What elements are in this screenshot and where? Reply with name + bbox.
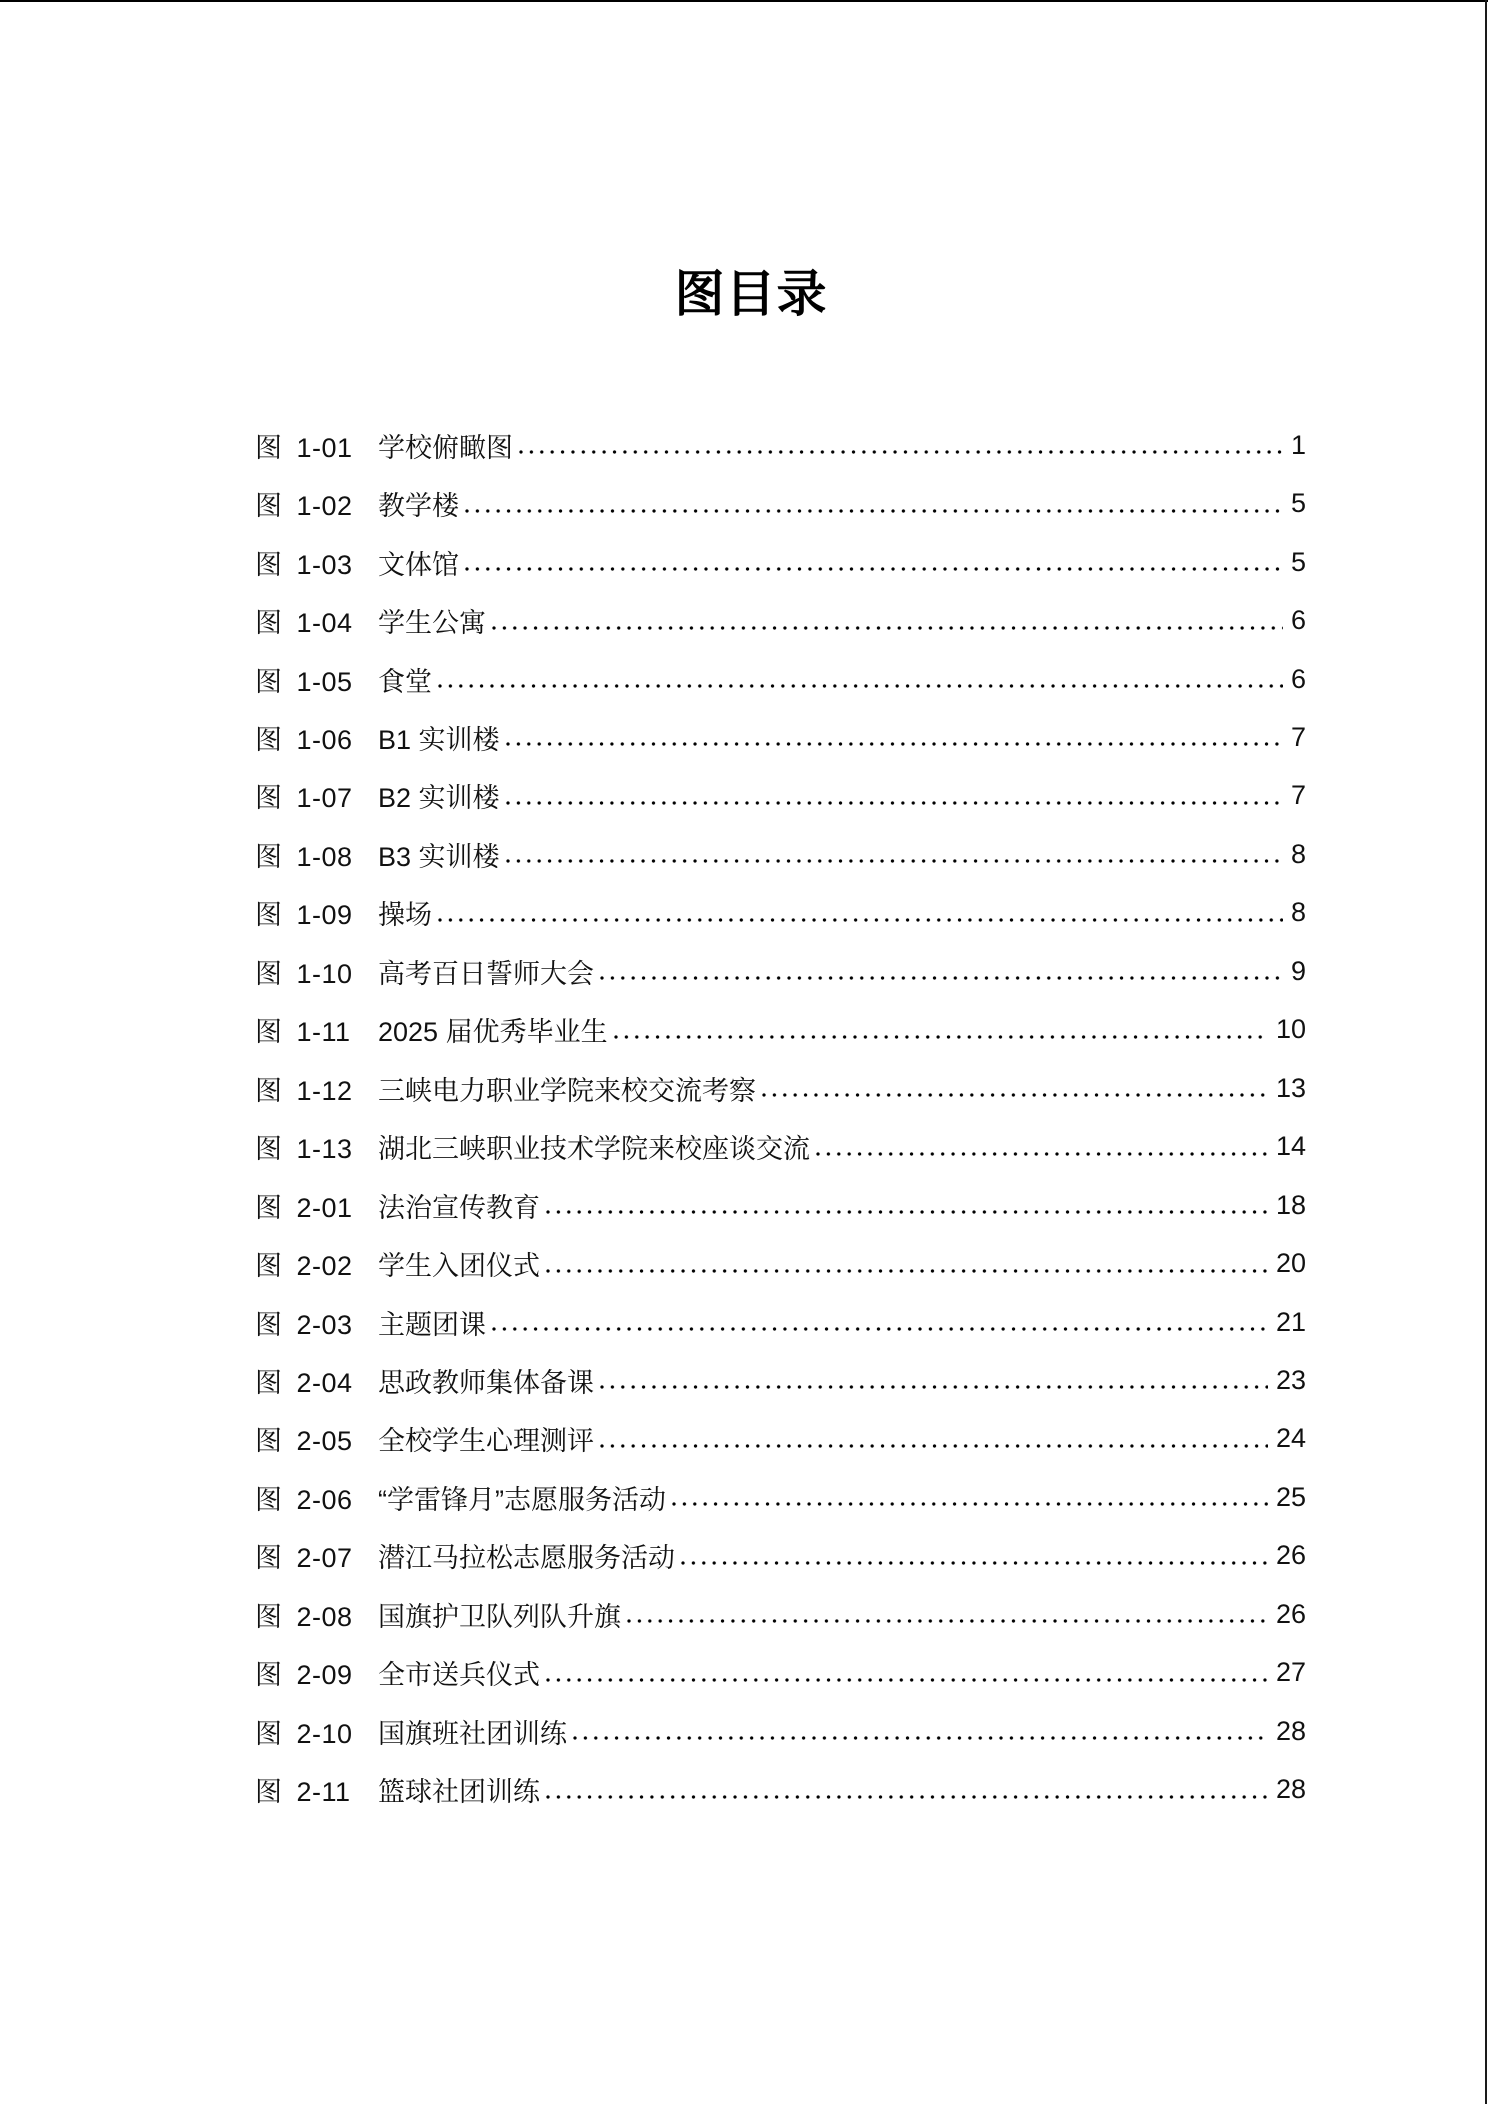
page-number: 14 bbox=[1275, 1131, 1306, 1162]
figure-number: 图 2-07 bbox=[255, 1543, 353, 1574]
figure-entry bbox=[255, 1293, 1306, 1351]
figure-entry bbox=[255, 1760, 1306, 1818]
page-number: 7 bbox=[1290, 780, 1306, 811]
figure-entry bbox=[255, 1117, 1306, 1175]
figure-entry bbox=[255, 1468, 1306, 1526]
page-number: 26 bbox=[1275, 1540, 1306, 1571]
figure-number: 图 1-11 bbox=[255, 1017, 351, 1048]
figure-entry bbox=[255, 884, 1306, 942]
figure-caption: 学生公寓 bbox=[378, 608, 486, 639]
dot-leader bbox=[614, 1035, 1268, 1039]
page-number: 25 bbox=[1275, 1481, 1306, 1512]
figure-caption: 国旗护卫队列队升旗 bbox=[378, 1601, 621, 1632]
dot-leader bbox=[492, 1327, 1268, 1331]
figure-caption: 国旗班社团训练 bbox=[378, 1718, 567, 1749]
figure-caption: 操场 bbox=[378, 900, 432, 931]
dot-leader bbox=[519, 450, 1283, 454]
figure-number: 图 2-10 bbox=[255, 1718, 353, 1749]
figure-entry bbox=[255, 708, 1306, 766]
figure-caption: 思政教师集体备课 bbox=[378, 1367, 594, 1398]
figure-entry bbox=[255, 1234, 1306, 1292]
figure-caption: 潜江马拉松志愿服务活动 bbox=[378, 1543, 675, 1574]
page-number: 5 bbox=[1290, 488, 1306, 519]
figure-entry bbox=[255, 1351, 1306, 1409]
page-number: 8 bbox=[1290, 897, 1306, 928]
page-number: 21 bbox=[1275, 1306, 1306, 1337]
figure-number: 图 2-02 bbox=[255, 1251, 353, 1282]
figure-number: 图 1-12 bbox=[255, 1075, 353, 1106]
dot-leader bbox=[816, 1152, 1268, 1156]
figure-entry bbox=[255, 1059, 1306, 1117]
figure-caption: 学校俯瞰图 bbox=[378, 432, 513, 463]
dot-leader bbox=[465, 567, 1283, 571]
figure-number: 图 2-06 bbox=[255, 1484, 353, 1515]
figure-entry bbox=[255, 1702, 1306, 1760]
figure-caption: B3 实训楼 bbox=[378, 841, 500, 872]
page-number: 18 bbox=[1275, 1189, 1306, 1220]
page-number: 7 bbox=[1290, 721, 1306, 752]
dot-leader bbox=[438, 918, 1283, 922]
figure-entry bbox=[255, 1410, 1306, 1468]
dot-leader bbox=[600, 1385, 1268, 1389]
figure-number: 图 1-10 bbox=[255, 958, 353, 989]
figure-caption: 主题团课 bbox=[378, 1309, 486, 1340]
figure-caption: 学生入团仪式 bbox=[378, 1251, 540, 1282]
figure-entry bbox=[255, 942, 1306, 1000]
figure-caption: 2025 届优秀毕业生 bbox=[378, 1017, 608, 1048]
page-number: 13 bbox=[1275, 1072, 1306, 1103]
page-number: 28 bbox=[1275, 1774, 1306, 1805]
page-number: 1 bbox=[1290, 429, 1306, 460]
page-number: 6 bbox=[1290, 605, 1306, 636]
figure-caption: 篮球社团训练 bbox=[378, 1777, 540, 1808]
figure-caption: “学雷锋月”志愿服务活动 bbox=[378, 1484, 666, 1515]
dot-leader bbox=[627, 1619, 1268, 1623]
figure-caption: B2 实训楼 bbox=[378, 783, 500, 814]
figure-caption: 三峡电力职业学院来校交流考察 bbox=[378, 1075, 756, 1106]
figure-entry bbox=[255, 474, 1306, 532]
figure-number: 图 2-08 bbox=[255, 1601, 353, 1632]
figure-caption: 湖北三峡职业技术学院来校座谈交流 bbox=[378, 1134, 810, 1165]
page-number: 23 bbox=[1275, 1364, 1306, 1395]
figure-number: 图 1-04 bbox=[255, 608, 353, 639]
figure-number: 图 1-02 bbox=[255, 491, 353, 522]
figure-caption: 全校学生心理测评 bbox=[378, 1426, 594, 1457]
dot-leader bbox=[506, 801, 1283, 805]
figure-entry bbox=[255, 825, 1306, 883]
figure-entry bbox=[255, 1644, 1306, 1702]
list-of-figures-title: 图目录 bbox=[674, 265, 828, 323]
figure-number: 图 1-01 bbox=[255, 432, 353, 463]
dot-leader bbox=[546, 1678, 1268, 1682]
dot-leader bbox=[762, 1093, 1268, 1097]
figure-number: 图 1-03 bbox=[255, 549, 353, 580]
page-number: 28 bbox=[1275, 1715, 1306, 1746]
page-number: 6 bbox=[1290, 663, 1306, 694]
dot-leader bbox=[546, 1210, 1268, 1214]
figure-number: 图 2-01 bbox=[255, 1192, 353, 1223]
figure-number: 图 1-08 bbox=[255, 841, 353, 872]
figure-entry bbox=[255, 533, 1306, 591]
figure-number: 图 1-09 bbox=[255, 900, 353, 931]
page-number: 10 bbox=[1275, 1014, 1306, 1045]
figure-caption: B1 实训楼 bbox=[378, 724, 500, 755]
dot-leader bbox=[672, 1502, 1268, 1506]
page-number: 26 bbox=[1275, 1598, 1306, 1629]
figure-number: 图 2-04 bbox=[255, 1367, 353, 1398]
figure-number: 图 2-11 bbox=[255, 1777, 351, 1808]
page-number: 27 bbox=[1275, 1657, 1306, 1688]
page-number: 24 bbox=[1275, 1423, 1306, 1454]
figure-number: 图 2-03 bbox=[255, 1309, 353, 1340]
figure-number: 图 1-13 bbox=[255, 1134, 353, 1165]
figure-entry bbox=[255, 591, 1306, 649]
page-top-border bbox=[0, 0, 1488, 2]
dot-leader bbox=[600, 1444, 1268, 1448]
dot-leader bbox=[573, 1736, 1268, 1740]
dot-leader bbox=[546, 1795, 1268, 1799]
figure-number: 图 2-09 bbox=[255, 1660, 353, 1691]
figure-caption: 高考百日誓师大会 bbox=[378, 958, 594, 989]
figure-number: 图 1-07 bbox=[255, 783, 353, 814]
figure-entry bbox=[255, 1527, 1306, 1585]
figure-number: 图 1-05 bbox=[255, 666, 353, 697]
page-number: 9 bbox=[1290, 955, 1306, 986]
figure-caption: 教学楼 bbox=[378, 491, 459, 522]
dot-leader bbox=[681, 1561, 1268, 1565]
figure-entry bbox=[255, 1585, 1306, 1643]
figure-caption: 食堂 bbox=[378, 666, 432, 697]
dot-leader bbox=[600, 976, 1283, 980]
dot-leader bbox=[465, 509, 1283, 513]
figure-caption: 法治宣传教育 bbox=[378, 1192, 540, 1223]
figure-entry bbox=[255, 650, 1306, 708]
dot-leader bbox=[492, 626, 1283, 630]
figure-caption: 文体馆 bbox=[378, 549, 459, 580]
figure-entry bbox=[255, 1001, 1306, 1059]
figure-entry bbox=[255, 1176, 1306, 1234]
figure-entry bbox=[255, 416, 1306, 474]
figure-number: 图 2-05 bbox=[255, 1426, 353, 1457]
list-of-figures bbox=[255, 416, 1306, 1819]
dot-leader bbox=[546, 1269, 1268, 1273]
dot-leader bbox=[506, 859, 1283, 863]
page-number: 20 bbox=[1275, 1248, 1306, 1279]
dot-leader bbox=[438, 684, 1283, 688]
figure-caption: 全市送兵仪式 bbox=[378, 1660, 540, 1691]
figure-entry bbox=[255, 767, 1306, 825]
dot-leader bbox=[506, 742, 1283, 746]
page-number: 8 bbox=[1290, 838, 1306, 869]
figure-number: 图 1-06 bbox=[255, 724, 353, 755]
page-number: 5 bbox=[1290, 546, 1306, 577]
